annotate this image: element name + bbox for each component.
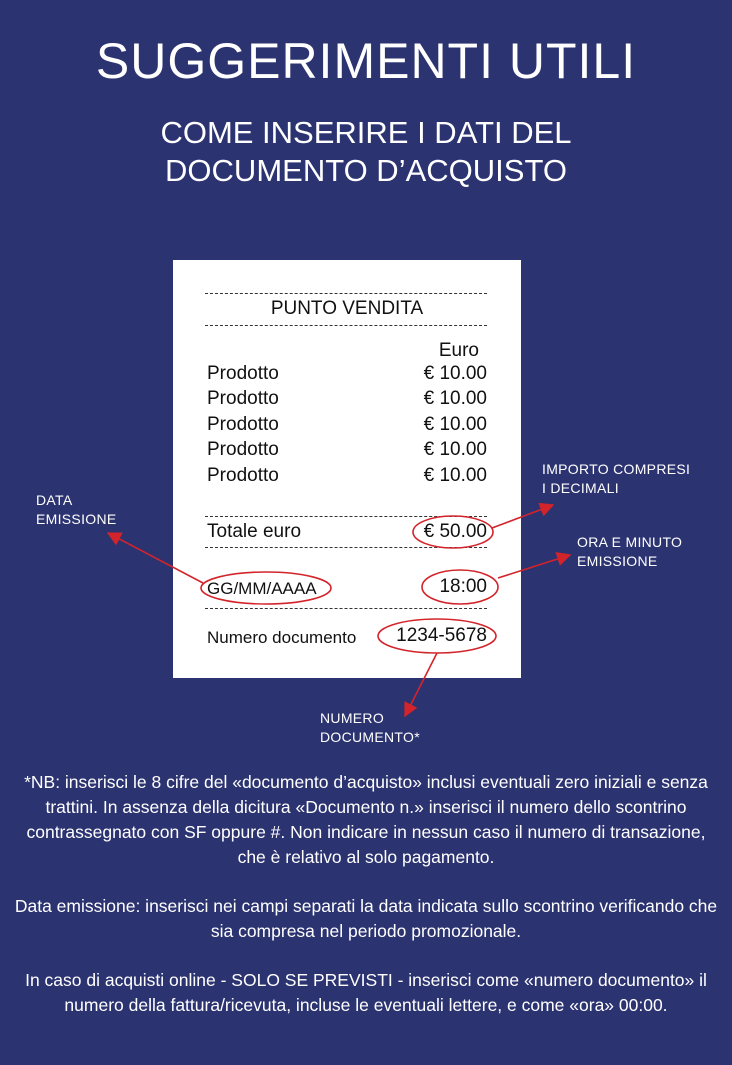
note-nb: *NB: inserisci le 8 cifre del «documento d’acquisto» inclusi eventuali zero iniziali e senza trattini. In assenza della dicitura «Documento n.» inserisci il numero dello scontrino contrassegnato con SF oppure #. Non indicare in nessun caso il numero di transazione, che è relativo al solo pagamento. [24,772,708,867]
product-name: Prodotto [207,439,279,460]
doc-number-highlight-ellipse [378,619,496,653]
date-highlight-ellipse [201,572,331,604]
callout-ora: ORA E MINUTO EMISSIONE [577,534,683,569]
arrow-ora [498,555,570,578]
product-price: € 10.00 [423,465,487,486]
receipt-total-value: € 50.00 [423,521,487,542]
arrow-importo [492,505,553,528]
receipt-time-value: 18:00 [439,576,487,597]
receipt-total-label: Totale euro [207,521,302,542]
subtitle-line-1: COME INSERIRE I DATI DEL [160,115,572,150]
arrow-numero-documento [405,653,437,716]
note-online: In caso di acquisti online - SOLO SE PREVISTI - inserisci come «numero documento» il numero della fattura/ricevuta, incluse le eventuali lettere, e come «ora» 00:00. [25,970,707,1015]
arrow-data-emissione [108,533,203,583]
callout-importo: IMPORTO COMPRESI I DECIMALI [542,461,691,496]
product-name: Prodotto [207,388,279,409]
receipt-date-value: GG/MM/AAAA [207,579,317,598]
product-name: Prodotto [207,363,279,384]
callout-numero-documento: NUMERO DOCUMENTO* [320,710,420,745]
receipt-doc-label: Numero documento [207,628,357,647]
product-price: € 10.00 [423,388,487,409]
note-data-emissione: Data emissione: inserisci nei campi separati la data indicata sullo scontrino verificando che sia compresa nel periodo promozionale. [14,896,718,941]
subtitle-line-2: DOCUMENTO D’ACQUISTO [165,153,567,188]
product-price: € 10.00 [423,439,487,460]
product-price: € 10.00 [423,363,487,384]
product-name: Prodotto [207,465,279,486]
receipt-doc-value: 1234-5678 [396,625,487,646]
time-highlight-ellipse [422,570,498,604]
receipt-currency-header: Euro [438,340,479,361]
receipt-store-name: PUNTO VENDITA [270,298,424,319]
page-title: SUGGERIMENTI UTILI [95,33,637,89]
product-price: € 10.00 [423,414,487,435]
callout-data-emissione: DATA EMISSIONE [36,492,117,527]
product-name: Prodotto [207,414,279,435]
total-highlight-ellipse [413,516,493,548]
notes-section [14,770,718,1042]
